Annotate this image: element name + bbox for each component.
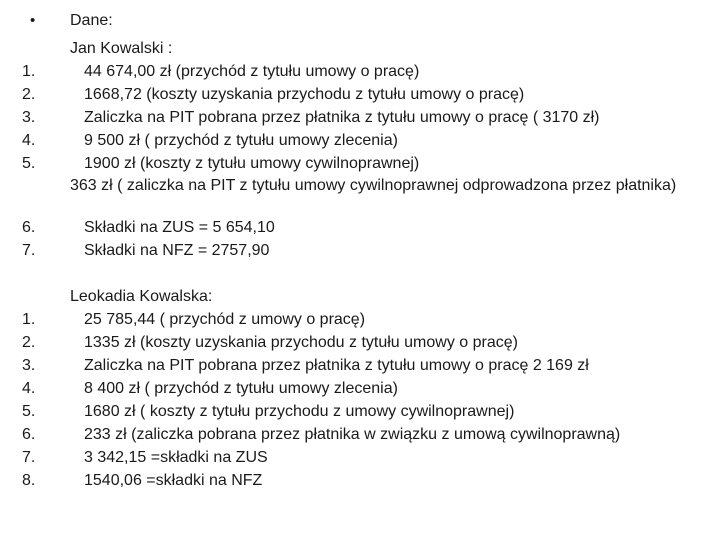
list-item	[0, 309, 720, 331]
list-item	[0, 240, 720, 262]
item-number: 7.	[22, 449, 36, 466]
list-item	[0, 355, 720, 377]
list-item	[0, 424, 720, 446]
item-number: 2.	[22, 86, 36, 103]
item-text: 1668,72 (koszty uzyskania przychodu z tytułu umowy o pracę)	[84, 86, 525, 103]
list-item	[0, 84, 720, 106]
list-item	[0, 332, 720, 354]
heading-dane: Dane:	[70, 12, 113, 29]
item-text: 233 zł (zaliczka pobrana przez płatnika w związku z umową cywilnoprawną)	[84, 426, 621, 443]
list-item	[0, 447, 720, 469]
item-number: 6.	[22, 426, 36, 443]
item-number: 4.	[22, 132, 36, 149]
person-name-leokadia: Leokadia Kowalska:	[70, 288, 213, 305]
person-name-jan: Jan Kowalski :	[70, 40, 173, 57]
item-text: 1900 zł (koszty z tytułu umowy cywilnoprawnej)	[84, 155, 420, 172]
item-number: 1.	[22, 311, 36, 328]
note-text: 363 zł ( zaliczka na PIT z tytułu umowy cywilnoprawnej odprowadzona przez płatnika)	[70, 177, 677, 194]
heading-line	[0, 10, 720, 32]
list-item	[0, 401, 720, 423]
item-text: 25 785,44 ( przychód z umowy o pracę)	[84, 311, 366, 328]
item-number: 7.	[22, 242, 36, 259]
item-number: 4.	[22, 380, 36, 397]
list-item	[0, 153, 720, 175]
item-number: 8.	[22, 472, 36, 489]
list-item	[0, 217, 720, 239]
item-number: 5.	[22, 155, 36, 172]
list-item	[0, 107, 720, 129]
list-item	[0, 378, 720, 400]
note-line	[0, 176, 720, 216]
item-text: 1540,06 =składki na NFZ	[84, 472, 263, 489]
bullet-icon: •	[30, 12, 36, 29]
item-text: 9 500 zł ( przychód z tytułu umowy zlecenia)	[84, 132, 398, 149]
item-text: Składki na NFZ = 2757,90	[84, 242, 270, 259]
item-text: 1680 zł ( koszty z tytułu przychodu z umowy cywilnoprawnej)	[84, 403, 515, 420]
item-number: 2.	[22, 334, 36, 351]
item-text: Zaliczka na PIT pobrana przez płatnika z tytułu umowy o pracę ( 3170 zł)	[84, 109, 600, 126]
person-line	[0, 286, 720, 308]
item-text: 1335 zł (koszty uzyskania przychodu z tytułu umowy o pracę)	[84, 334, 518, 351]
item-number: 1.	[22, 63, 36, 80]
list-item	[0, 470, 720, 492]
item-number: 6.	[22, 219, 36, 236]
item-text: 44 674,00 zł (przychód z tytułu umowy o pracę)	[84, 63, 420, 80]
item-number: 5.	[22, 403, 36, 420]
item-number: 3.	[22, 357, 36, 374]
item-number: 3.	[22, 109, 36, 126]
item-text: 8 400 zł ( przychód z tytułu umowy zlecenia)	[84, 380, 398, 397]
list-item	[0, 61, 720, 83]
item-text: 3 342,15 =składki na ZUS	[84, 449, 268, 466]
item-text: Zaliczka na PIT pobrana przez płatnika z tytułu umowy o pracę 2 169 zł	[84, 357, 589, 374]
list-item	[0, 130, 720, 152]
item-text: Składki na ZUS = 5 654,10	[84, 219, 275, 236]
person-line	[0, 38, 720, 60]
